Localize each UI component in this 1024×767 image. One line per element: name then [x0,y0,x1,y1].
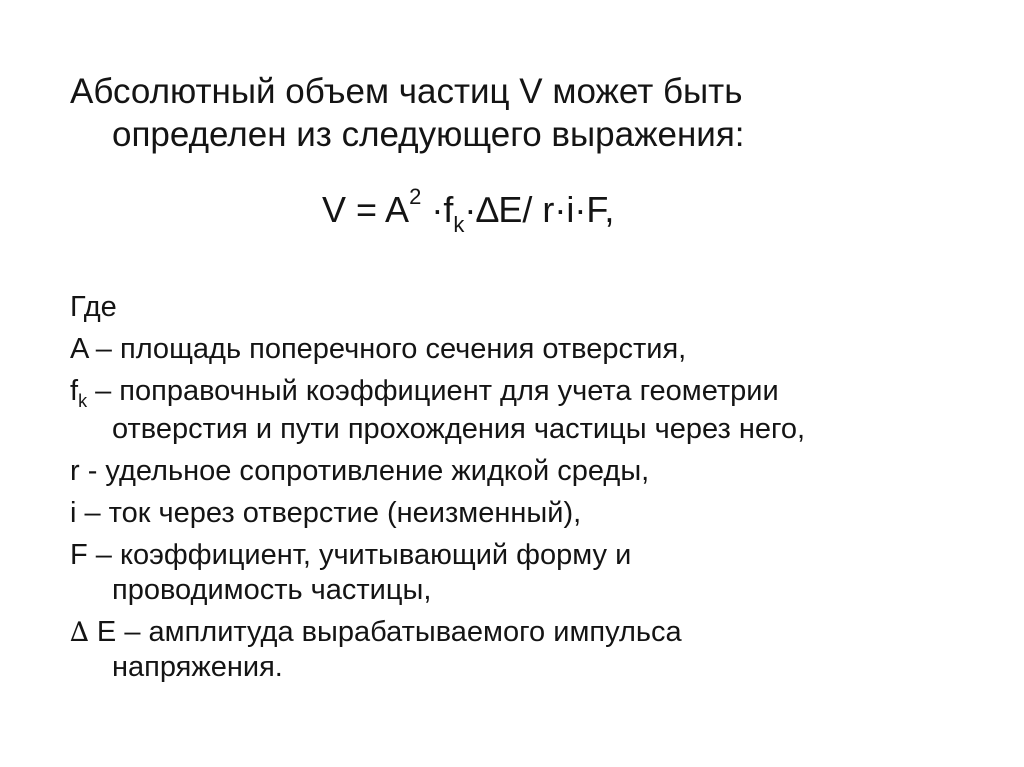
formula-fk: ·f [421,189,454,230]
formula-rest: ·∆E/ r·i·F, [464,189,615,230]
intro-line-2: определен из следующего выражения: [112,115,745,154]
definition-delta-e [70,615,970,685]
definition-r [70,454,970,489]
definition-a-text: A – площадь поперечного сечения отверстия, [70,333,687,365]
definition-fk [70,374,970,447]
delta-e-line-1: E – амплитуда вырабатываемого импульса [88,616,682,648]
delta-e-line-2: напряжения. [112,651,283,683]
fk-symbol: f [70,375,79,407]
formula-exponent: 2 [409,184,422,209]
formula-subscript-k: k [453,212,465,237]
volume-formula [322,184,615,237]
definitions-list [70,290,970,692]
fk-subscript: k [78,391,88,411]
definition-i [70,496,970,531]
definition-f [70,538,970,608]
f-line-1: F – коэффициент, учитывающий форму и [70,539,632,571]
f-line-2: проводимость частицы, [112,574,432,606]
intro-text [70,70,970,156]
definition-i-text: i – ток через отверстие (неизменный), [70,497,582,529]
delta-symbol: ∆ [70,617,89,648]
fk-line-2: отверстия и пути прохождения частицы через него, [112,413,806,445]
formula-lhs: V = A [322,189,410,230]
definition-r-text: r - удельное сопротивление жидкой среды, [70,455,650,487]
fk-line-1: – поправочный коэффициент для учета геометрии [87,375,779,407]
definition-a [70,332,970,367]
where-label: Где [70,291,117,323]
intro-line-1: Абсолютный объем частиц V может быть [70,72,743,111]
